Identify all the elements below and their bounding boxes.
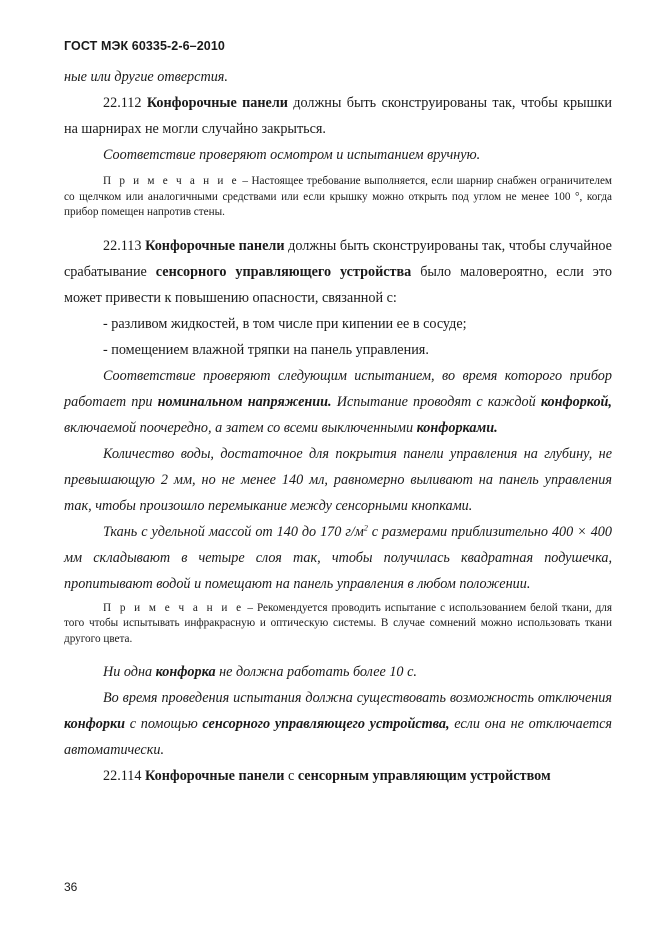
note-22-112	[64, 174, 612, 221]
compliance-check-22-112: Соответствие проверяют осмотром и испытанием вручную.	[103, 147, 481, 163]
document-header: ГОСТ МЭК 60335-2-6–2010	[64, 39, 225, 53]
list-item: - разливом жидкостей, в том числе при кипении ее в сосуде;	[103, 315, 467, 332]
clause-text: было маловероятно, если это может привести к повышению опасности, связанной с:	[64, 263, 613, 306]
superscript: 2	[363, 522, 368, 532]
clause-text: должны быть сконструированы так, чтобы крышки на шарнирах не могли случайно закрыться.	[64, 95, 612, 137]
note-text: – Рекомендуется проводить испытание с использованием белой ткани, для того чтобы испытывать инфракрасную и оптическую системы. В случае сомнений можно использовать ткани другого цвета.	[64, 601, 613, 645]
note-label: П р и м е ч а н и е	[103, 601, 244, 614]
test-paragraph-cloth: Ткань с удельной массой от 140 до 170 $г/м^2$ с размерами приблизительно 400 × 400 мм складывают в четыре слоя так, чтобы получилась квадратная подушечка, пропитывают водой и помещают на панель управления в любом положении.	[64, 522, 612, 592]
defined-term: сенсорного управляющего устройства	[155, 263, 412, 280]
requirement-paragraph: Во время проведения испытания должна существовать возможность отключения конфорки с помощью сенсорного управляющего устройства, если она не отключается автоматически.	[64, 690, 613, 758]
test-paragraph-water: Количество воды, достаточное для покрытия панели управления на глубину, не превышающую 2 мм, но не менее 140 мл, равномерно выливают на панель управления так, чтобы произошло перемыкание между сенсорными кнопками.	[64, 445, 612, 514]
defined-term: Конфорочные панели	[145, 237, 285, 254]
clause-number: 22.114	[103, 768, 142, 784]
defined-term: конфорками.	[416, 419, 498, 436]
defined-term: Конфорочные панели	[145, 768, 285, 784]
list-item: - помещением влажной тряпки на панель управления.	[103, 341, 429, 358]
defined-term: сенсорным управляющим устройством	[297, 768, 551, 784]
clause-22-114: 22.114 Конфорочные панели с сенсорным управляющим устройством	[103, 768, 551, 784]
paragraph-continuation: ные или другие отверстия.	[64, 69, 228, 85]
defined-term: конфоркой,	[540, 393, 612, 410]
clause-number: 22.112	[103, 95, 142, 111]
compliance-check-22-113: Соответствие проверяют следующим испытанием, во время которого прибор работает при номинальном напряжении. Испытание проводят с каждой конфоркой, включаемой поочередно, а затем со всеми выключенными конфорками.	[64, 367, 612, 436]
requirement-paragraph: Ни одна конфорка не должна работать более 10 с.	[103, 664, 417, 680]
defined-term: номинальном напряжении.	[157, 393, 332, 410]
defined-term: конфорки	[64, 716, 126, 732]
note-22-113	[64, 601, 612, 648]
clause-text: должны быть сконструированы так, чтобы случайное срабатывание	[64, 237, 612, 280]
page-number: 36	[64, 880, 78, 894]
clause-22-113	[64, 233, 612, 311]
document-body	[64, 64, 612, 789]
defined-term: Конфорочные панели	[146, 95, 288, 111]
note-text: – Настоящее требование выполняется, если шарнир снабжен ограничителем со щелчком или аналогичными средствами или если крышку можно открыть под углом не менее 100 °, когда прибор помещен напротив стены.	[64, 175, 612, 218]
clause-number: 22.113	[103, 237, 142, 254]
clause-22-112	[64, 90, 612, 142]
note-label: П р и м е ч а н и е	[103, 175, 239, 187]
defined-term: сенсорного управляющего устройства,	[202, 716, 450, 732]
defined-term: конфорка	[155, 664, 216, 680]
